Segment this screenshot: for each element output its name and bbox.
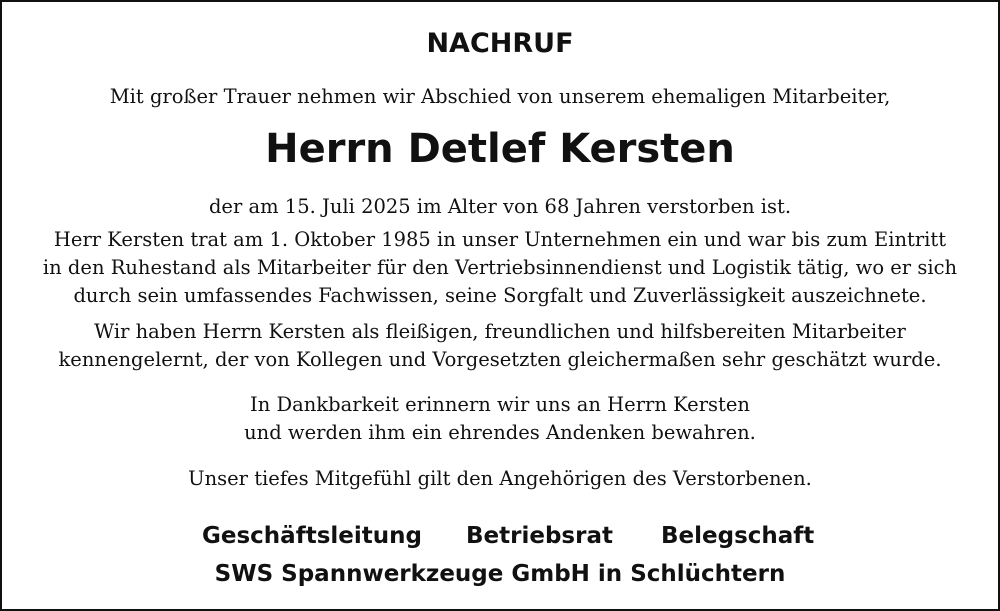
gratitude-line-2: und werden ihm ein ehrendes Andenken bewahren. bbox=[244, 421, 756, 444]
character-line-2: kennengelernt, der von Kollegen und Vorgesetzten gleichermaßen sehr geschätzt wurde. bbox=[58, 348, 942, 371]
gratitude-line-1: In Dankbarkeit erinnern wir uns an Herrn Kersten bbox=[250, 393, 750, 416]
signatory-works-council: Betriebsrat bbox=[466, 523, 613, 549]
condolence-text: Unser tiefes Mitgefühl gilt den Angehörigen des Verstorbenen. bbox=[188, 467, 812, 490]
signatory-staff: Belegschaft bbox=[661, 523, 815, 549]
company-name: SWS Spannwerkzeuge GmbH in Schlüchtern bbox=[214, 561, 786, 587]
career-line-3: durch sein umfassendes Fachwissen, seine Sorgfalt und Zuverlässigkeit auszeichnete. bbox=[73, 284, 927, 307]
death-date-text: der am 15. Juli 2025 im Alter von 68 Jahren verstorben ist. bbox=[208, 195, 792, 218]
career-line-2: in den Ruhestand als Mitarbeiter für den Vertriebsinnendienst und Logistik tätig, wo er sich bbox=[42, 256, 958, 279]
intro-text: Mit großer Trauer nehmen wir Abschied von unserem ehemaligen Mitarbeiter, bbox=[109, 85, 891, 108]
deceased-name: Herrn Detlef Kersten bbox=[265, 126, 735, 172]
character-line-1: Wir haben Herrn Kersten als fleißigen, freundlichen und hilfsbereiten Mitarbeiter bbox=[94, 320, 906, 343]
notice-heading: NACHRUF bbox=[426, 28, 574, 59]
signatory-management: Geschäftsleitung bbox=[202, 523, 422, 549]
career-line-1: Herr Kersten trat am 1. Oktober 1985 in unser Unternehmen ein und war bis zum Eintritt bbox=[53, 228, 947, 251]
